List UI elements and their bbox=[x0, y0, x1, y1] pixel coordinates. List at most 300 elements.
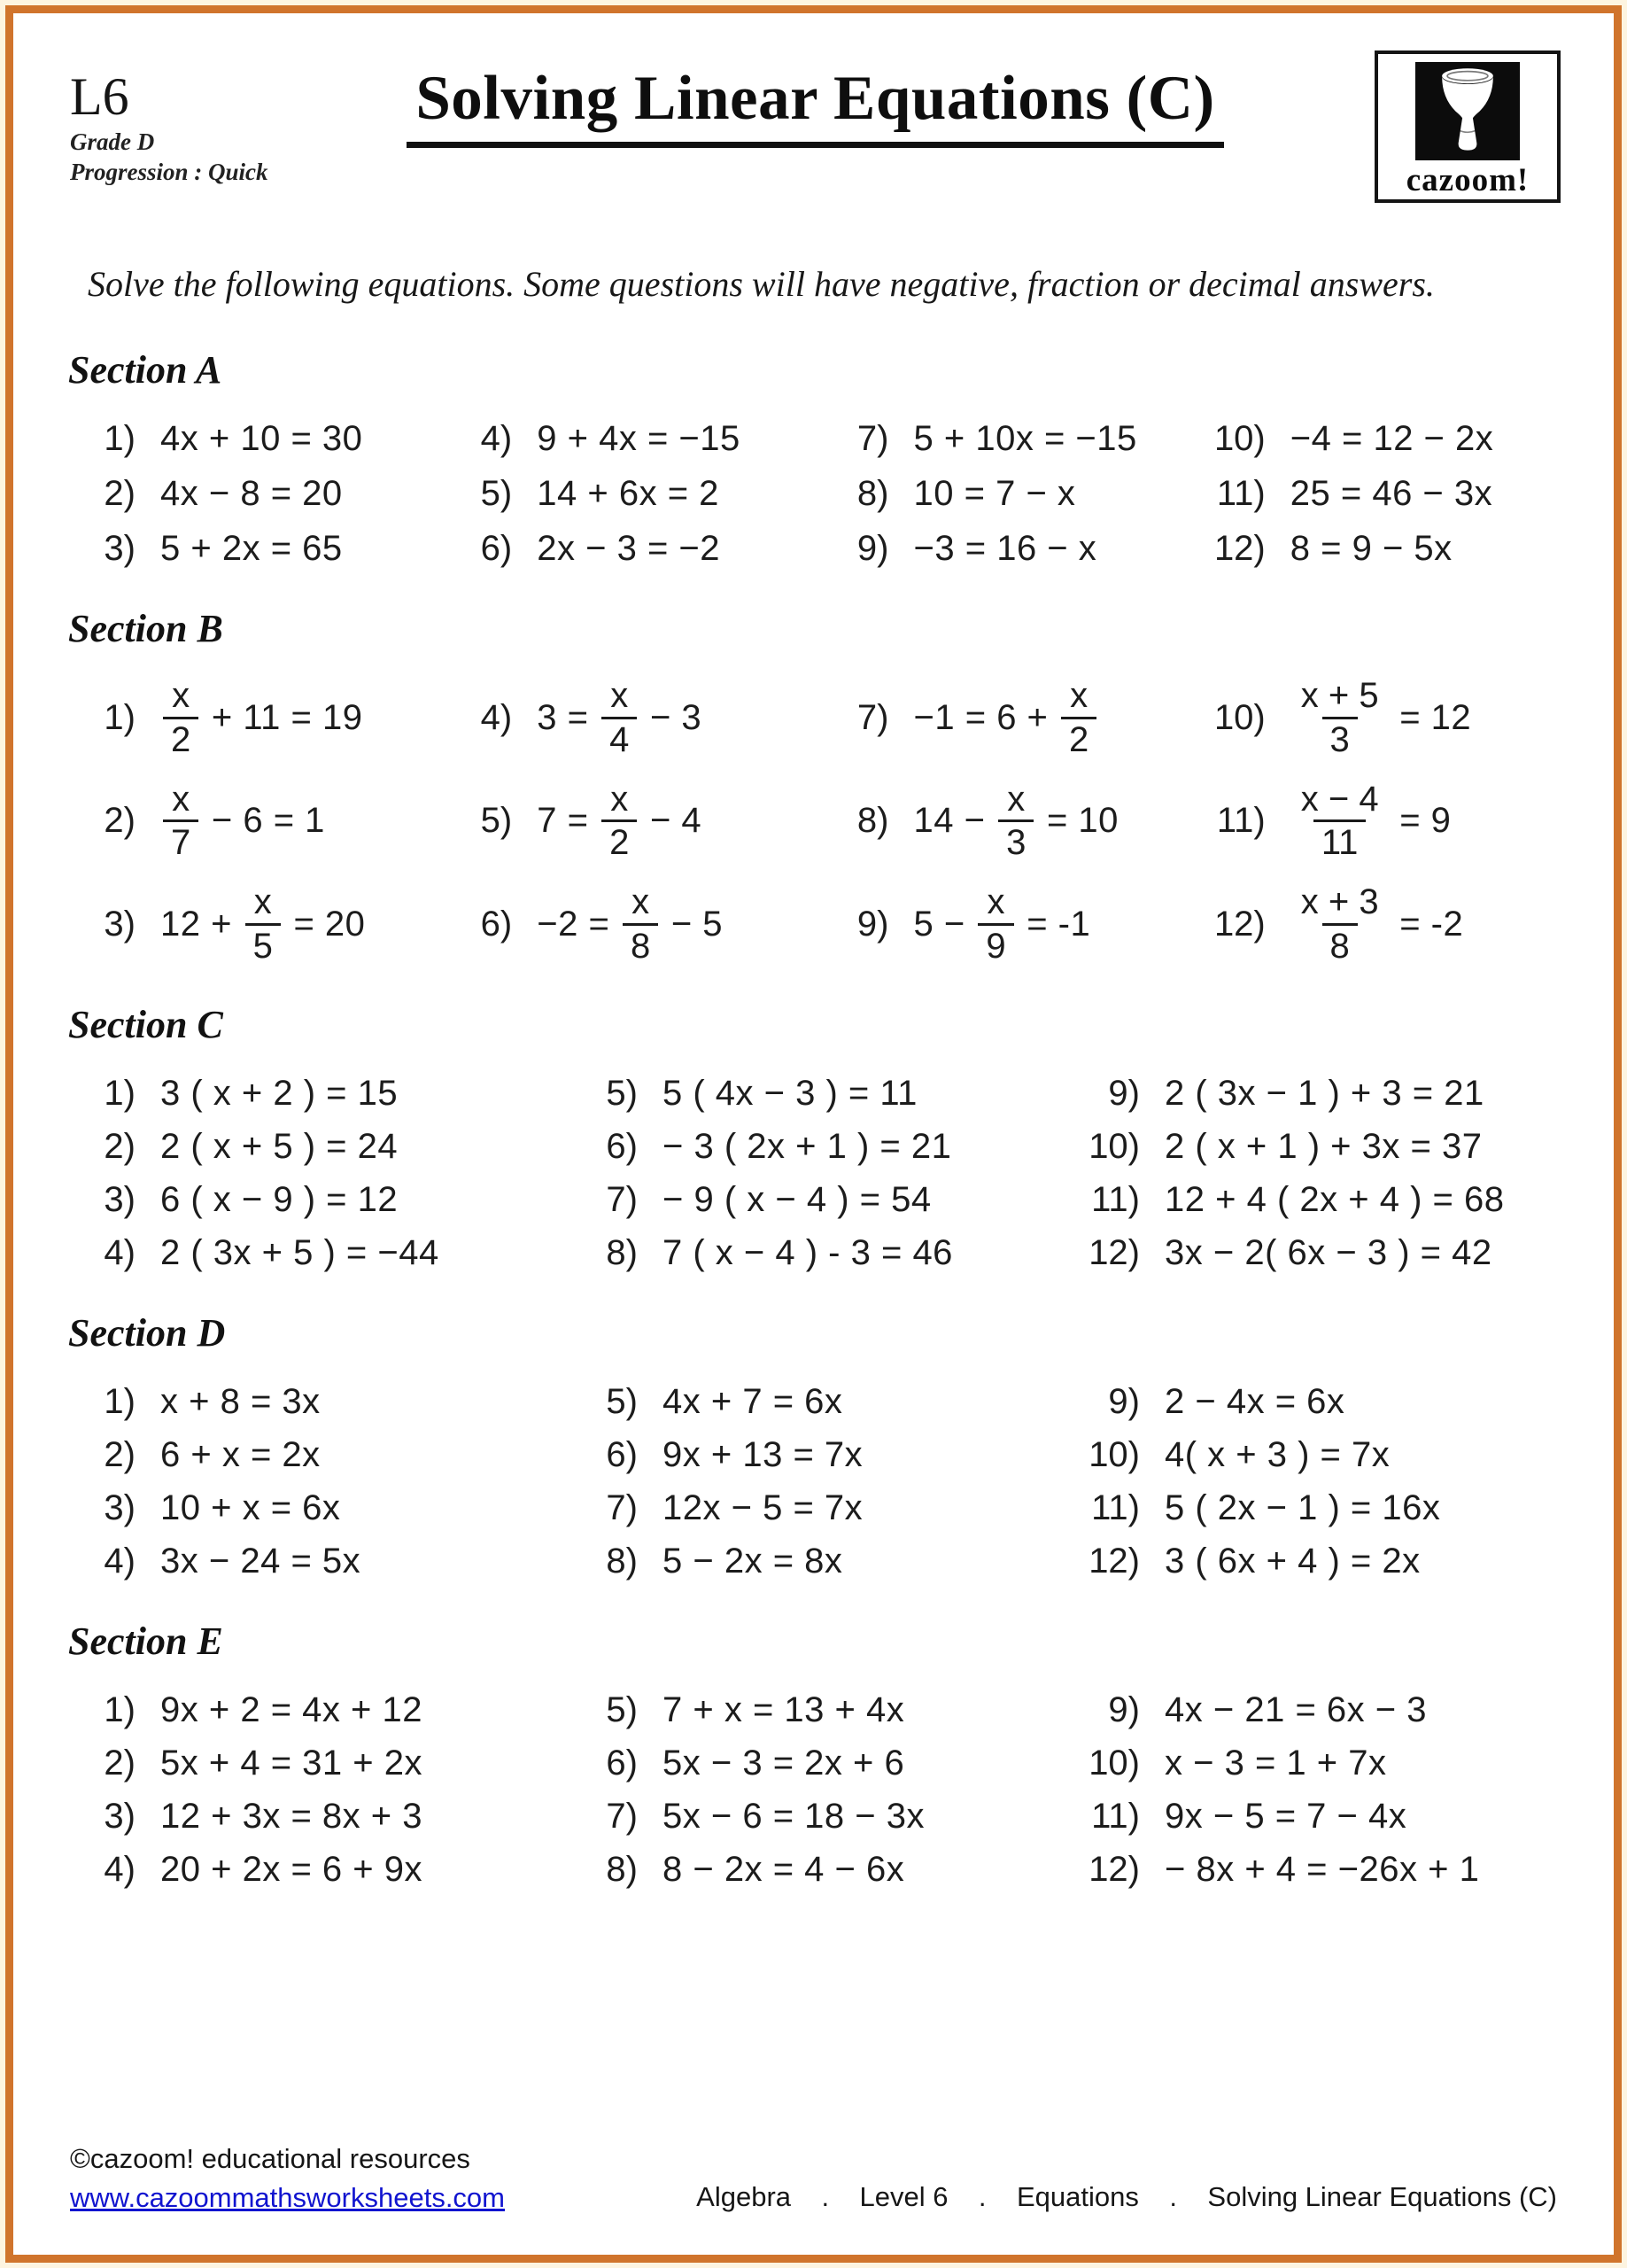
question bbox=[72, 1488, 558, 1528]
question-number: 8) bbox=[606, 1849, 638, 1889]
equation bbox=[914, 419, 1137, 459]
brand-name: cazoom! bbox=[1406, 162, 1530, 198]
question-number: 7) bbox=[606, 1487, 638, 1527]
fraction-denominator: 11 bbox=[1313, 819, 1367, 861]
question-number: 12) bbox=[1089, 1849, 1140, 1889]
fraction-numerator: x + 5 bbox=[1300, 676, 1379, 715]
equation bbox=[662, 1074, 918, 1114]
equation bbox=[160, 1850, 422, 1890]
question-number: 12) bbox=[1213, 904, 1266, 944]
question bbox=[574, 1850, 1060, 1890]
equation bbox=[914, 884, 1091, 965]
equation-text: = 9 bbox=[1389, 801, 1452, 841]
equation bbox=[1165, 1850, 1479, 1890]
question-number: 6) bbox=[480, 529, 513, 568]
fraction bbox=[978, 884, 1013, 965]
equation bbox=[1165, 1797, 1406, 1837]
progression-label: Progression : Quick bbox=[70, 158, 268, 185]
question bbox=[448, 529, 809, 569]
question bbox=[825, 884, 1186, 965]
equation-text: 3 = bbox=[537, 697, 600, 737]
equation bbox=[914, 678, 1100, 758]
fraction bbox=[163, 678, 198, 758]
question-number: 12) bbox=[1089, 1232, 1140, 1272]
equation bbox=[1290, 678, 1471, 758]
question-number: 7) bbox=[606, 1179, 638, 1219]
equation bbox=[537, 781, 701, 862]
equation-text: 6 + x = 2x bbox=[160, 1434, 321, 1474]
question bbox=[72, 1233, 558, 1273]
fraction-denominator: 3 bbox=[1322, 717, 1358, 758]
question bbox=[448, 884, 809, 965]
equation-text: − 5 bbox=[661, 904, 724, 944]
equation-text: 7 = bbox=[537, 801, 600, 841]
question-number: 1) bbox=[104, 1381, 136, 1421]
section-title: Section C bbox=[68, 1002, 223, 1046]
section-title: Section A bbox=[68, 348, 222, 392]
equation-text: −2 = bbox=[537, 904, 620, 944]
fraction bbox=[601, 678, 637, 758]
equation-text: 12 + bbox=[160, 904, 243, 944]
equation-text: 12 + 3x = 8x + 3 bbox=[160, 1796, 422, 1836]
worksheet-page bbox=[5, 5, 1622, 2263]
footer-left bbox=[70, 2143, 505, 2214]
fraction-numerator: x bbox=[1007, 779, 1026, 819]
question-number: 2) bbox=[104, 801, 136, 841]
equation bbox=[1165, 1435, 1390, 1475]
section-grid bbox=[72, 678, 1562, 965]
equation bbox=[537, 474, 719, 514]
equation bbox=[160, 529, 343, 569]
question bbox=[448, 678, 809, 758]
equation-text: 8 − 2x = 4 − 6x bbox=[662, 1849, 905, 1889]
equation-text: 14 + 6x = 2 bbox=[537, 474, 719, 513]
fraction bbox=[1061, 678, 1096, 758]
equation bbox=[160, 1233, 439, 1273]
fraction-numerator: x bbox=[631, 882, 650, 922]
equation-text: 2x − 3 = −2 bbox=[537, 529, 721, 568]
question bbox=[72, 529, 432, 569]
equation-text: − 4 bbox=[639, 801, 702, 841]
equation bbox=[662, 1744, 904, 1783]
question bbox=[72, 1435, 558, 1475]
section-title: Section D bbox=[68, 1310, 226, 1355]
equation-text: 9x − 5 = 7 − 4x bbox=[1165, 1796, 1407, 1836]
fraction bbox=[623, 884, 658, 965]
question-number: 12) bbox=[1089, 1541, 1140, 1581]
question-number: 9) bbox=[1108, 1073, 1140, 1113]
equation-text: 5 − 2x = 8x bbox=[662, 1541, 843, 1581]
equation-text: = 10 bbox=[1036, 801, 1119, 841]
fraction-numerator: x bbox=[253, 882, 272, 922]
equation bbox=[537, 678, 701, 758]
question-number: 5) bbox=[606, 1381, 638, 1421]
question-number: 8) bbox=[856, 474, 889, 513]
equation bbox=[662, 1690, 904, 1730]
equation-text: − 6 = 1 bbox=[201, 801, 325, 841]
equation bbox=[160, 1488, 340, 1528]
equation bbox=[160, 1127, 398, 1167]
fraction-numerator: x bbox=[987, 882, 1005, 922]
equation bbox=[1165, 1233, 1492, 1273]
equation-text: = -2 bbox=[1389, 904, 1464, 944]
equation bbox=[160, 1744, 422, 1783]
equation bbox=[662, 1542, 842, 1581]
question bbox=[72, 1690, 558, 1730]
equation-text: x − 3 = 1 + 7x bbox=[1165, 1743, 1387, 1783]
equation bbox=[662, 1127, 951, 1167]
question-number: 2) bbox=[104, 474, 136, 513]
question-number: 4) bbox=[480, 419, 513, 458]
equation-text: 8 = 9 − 5x bbox=[1290, 529, 1453, 568]
equation-text: 5 ( 2x − 1 ) = 16x bbox=[1165, 1487, 1441, 1527]
equation bbox=[1165, 1074, 1484, 1114]
question bbox=[72, 1127, 558, 1167]
equation bbox=[160, 1180, 398, 1220]
equation bbox=[1290, 884, 1464, 965]
fraction bbox=[1293, 781, 1387, 862]
question bbox=[574, 1180, 1060, 1220]
equation-text: − 3 bbox=[639, 697, 702, 737]
breadcrumb: Algebra . Level 6 . Equations . Solving Linear Equations (C) bbox=[696, 2181, 1557, 2212]
equation-text: −1 = 6 + bbox=[913, 697, 1059, 737]
fraction-denominator: 3 bbox=[998, 819, 1034, 861]
question-number: 11) bbox=[1216, 801, 1266, 841]
section-grid bbox=[72, 419, 1562, 569]
cazoom-logo bbox=[1375, 50, 1561, 203]
equation-text: = 20 bbox=[283, 904, 366, 944]
equation bbox=[160, 1690, 422, 1730]
equation bbox=[160, 474, 343, 514]
question-number: 6) bbox=[606, 1126, 638, 1166]
question-number: 1) bbox=[104, 1689, 136, 1729]
section bbox=[68, 347, 1562, 569]
question-number: 11) bbox=[1091, 1487, 1140, 1527]
equation bbox=[914, 474, 1076, 514]
question-number: 3) bbox=[104, 904, 136, 944]
question-number: 9) bbox=[856, 529, 889, 568]
equation-text: 5 ( 4x − 3 ) = 11 bbox=[662, 1073, 918, 1113]
fraction bbox=[163, 781, 198, 862]
fraction-numerator: x bbox=[610, 779, 629, 819]
level-meta bbox=[70, 66, 268, 188]
equation bbox=[1165, 1744, 1387, 1783]
question bbox=[1076, 1180, 1562, 1220]
fraction-denominator: 8 bbox=[1322, 923, 1358, 965]
fraction-denominator: 9 bbox=[978, 923, 1013, 965]
fraction bbox=[998, 781, 1034, 862]
question bbox=[72, 474, 432, 514]
equation bbox=[662, 1435, 863, 1475]
question-number: 11) bbox=[1091, 1796, 1140, 1836]
equation-text: 4x + 10 = 30 bbox=[160, 419, 363, 458]
question-number: 1) bbox=[104, 697, 136, 737]
question bbox=[1076, 1488, 1562, 1528]
equation-text: 3 ( x + 2 ) = 15 bbox=[160, 1073, 399, 1113]
sections bbox=[68, 310, 1562, 1890]
equation bbox=[914, 529, 1097, 569]
equation bbox=[1165, 1382, 1344, 1422]
question bbox=[448, 474, 809, 514]
fraction-denominator: 8 bbox=[623, 923, 658, 965]
question-number: 6) bbox=[480, 904, 513, 944]
question bbox=[1076, 1542, 1562, 1581]
equation-text: 7 + x = 13 + 4x bbox=[662, 1689, 905, 1729]
equation bbox=[662, 1382, 842, 1422]
question-number: 10) bbox=[1213, 419, 1266, 458]
question bbox=[574, 1435, 1060, 1475]
question bbox=[1202, 529, 1562, 569]
question bbox=[825, 474, 1186, 514]
website-link[interactable]: www.cazoommathsworksheets.com bbox=[70, 2182, 505, 2213]
equation bbox=[662, 1488, 863, 1528]
instruction-text: Solve the following equations. Some questions will have negative, fraction or decimal answers. bbox=[88, 264, 1435, 304]
question-number: 3) bbox=[104, 1796, 136, 1836]
equation bbox=[1290, 419, 1494, 459]
equation-text: 9x + 2 = 4x + 12 bbox=[160, 1689, 422, 1729]
question bbox=[1076, 1744, 1562, 1783]
equation bbox=[662, 1797, 925, 1837]
equation bbox=[662, 1233, 953, 1273]
question-number: 8) bbox=[606, 1232, 638, 1272]
section bbox=[68, 1310, 1562, 1581]
equation-text: 9 + 4x = −15 bbox=[537, 419, 740, 458]
question bbox=[1076, 1074, 1562, 1114]
header bbox=[68, 43, 1562, 231]
fraction-denominator: 2 bbox=[163, 717, 198, 758]
footer bbox=[68, 2117, 1562, 2214]
equation-text: 5 − bbox=[913, 904, 976, 944]
equation-text: 2 − 4x = 6x bbox=[1165, 1381, 1345, 1421]
question-number: 11) bbox=[1091, 1179, 1140, 1219]
equation-text: 2 ( 3x + 5 ) = −44 bbox=[160, 1232, 439, 1272]
question-number: 10) bbox=[1213, 697, 1266, 737]
equation-text: 4x − 8 = 20 bbox=[160, 474, 343, 513]
equation-text: 5 + 10x = −15 bbox=[913, 419, 1137, 458]
fraction bbox=[1293, 884, 1387, 965]
equation bbox=[1290, 474, 1492, 514]
question-number: 2) bbox=[104, 1126, 136, 1166]
question bbox=[1202, 474, 1562, 514]
equation-text: 10 = 7 − x bbox=[913, 474, 1076, 513]
question-number: 1) bbox=[104, 1073, 136, 1113]
equation-text: − 9 ( x − 4 ) = 54 bbox=[662, 1179, 932, 1219]
fraction bbox=[601, 781, 637, 862]
equation-text: 4x + 7 = 6x bbox=[662, 1381, 843, 1421]
fraction-denominator: 7 bbox=[163, 819, 198, 861]
question bbox=[1202, 678, 1562, 758]
equation bbox=[160, 678, 362, 758]
equation-text: 5x − 6 = 18 − 3x bbox=[662, 1796, 925, 1836]
equation-text: x + 8 = 3x bbox=[160, 1381, 321, 1421]
question-number: 9) bbox=[1108, 1689, 1140, 1729]
question bbox=[1202, 884, 1562, 965]
question-number: 5) bbox=[606, 1073, 638, 1113]
question bbox=[574, 1690, 1060, 1730]
equation bbox=[914, 781, 1119, 862]
equation-text: 14 − bbox=[913, 801, 996, 841]
page-title: Solving Linear Equations (C) bbox=[407, 63, 1223, 148]
question bbox=[1076, 1435, 1562, 1475]
grade-label: Grade D bbox=[70, 128, 155, 155]
equation-text: 2 ( x + 5 ) = 24 bbox=[160, 1126, 399, 1166]
fraction bbox=[245, 884, 281, 965]
equation bbox=[537, 419, 740, 459]
equation-text: 12 + 4 ( 2x + 4 ) = 68 bbox=[1165, 1179, 1505, 1219]
question-number: 2) bbox=[104, 1743, 136, 1783]
question bbox=[72, 884, 432, 965]
question-number: 5) bbox=[480, 474, 513, 513]
equation bbox=[160, 419, 362, 459]
fraction-numerator: x − 4 bbox=[1300, 779, 1379, 819]
question bbox=[1076, 1127, 1562, 1167]
question-number: 7) bbox=[606, 1796, 638, 1836]
question bbox=[574, 1744, 1060, 1783]
fraction-numerator: x + 3 bbox=[1300, 882, 1379, 922]
question bbox=[448, 781, 809, 862]
equation-text: 3 ( 6x + 4 ) = 2x bbox=[1165, 1541, 1421, 1581]
question-number: 2) bbox=[104, 1434, 136, 1474]
question-number: 3) bbox=[104, 1487, 136, 1527]
equation-text: 2 ( x + 1 ) + 3x = 37 bbox=[1165, 1126, 1483, 1166]
section bbox=[68, 1002, 1562, 1273]
question-number: 4) bbox=[104, 1232, 136, 1272]
equation-text: 7 ( x − 4 ) - 3 = 46 bbox=[662, 1232, 953, 1272]
equation bbox=[1165, 1488, 1440, 1528]
equation bbox=[1290, 529, 1453, 569]
equation bbox=[160, 1074, 398, 1114]
equation-text: 3x − 2( 6x − 3 ) = 42 bbox=[1165, 1232, 1492, 1272]
equation bbox=[662, 1850, 904, 1890]
question bbox=[448, 419, 809, 459]
djembe-drum-icon bbox=[1415, 62, 1520, 160]
question bbox=[825, 419, 1186, 459]
equation-text: 12x − 5 = 7x bbox=[662, 1487, 864, 1527]
question bbox=[574, 1074, 1060, 1114]
question bbox=[72, 419, 432, 459]
equation-text: 25 = 46 − 3x bbox=[1290, 474, 1493, 513]
question-number: 8) bbox=[606, 1541, 638, 1581]
question-number: 3) bbox=[104, 529, 136, 568]
fraction-denominator: 5 bbox=[245, 923, 281, 965]
question bbox=[825, 781, 1186, 862]
question bbox=[72, 678, 432, 758]
equation-text: 2 ( 3x − 1 ) + 3 = 21 bbox=[1165, 1073, 1484, 1113]
fraction-numerator: x bbox=[172, 779, 190, 819]
question bbox=[72, 1797, 558, 1837]
equation bbox=[662, 1180, 932, 1220]
question-number: 11) bbox=[1216, 474, 1266, 513]
question bbox=[72, 781, 432, 862]
equation-text: 4( x + 3 ) = 7x bbox=[1165, 1434, 1391, 1474]
question-number: 10) bbox=[1089, 1126, 1140, 1166]
question-number: 9) bbox=[856, 904, 889, 944]
fraction-numerator: x bbox=[610, 676, 629, 715]
equation-text: = -1 bbox=[1016, 904, 1091, 944]
equation-text: 5x + 4 = 31 + 2x bbox=[160, 1743, 422, 1783]
equation-text: 9x + 13 = 7x bbox=[662, 1434, 864, 1474]
equation bbox=[160, 1382, 321, 1422]
equation-text: 6 ( x − 9 ) = 12 bbox=[160, 1179, 399, 1219]
fraction-numerator: x bbox=[1070, 676, 1089, 715]
question bbox=[1202, 781, 1562, 862]
question-number: 9) bbox=[1108, 1381, 1140, 1421]
question-number: 5) bbox=[480, 801, 513, 841]
question bbox=[574, 1382, 1060, 1422]
fraction-numerator: x bbox=[172, 676, 190, 715]
copyright-text: ©cazoom! educational resources bbox=[70, 2143, 470, 2174]
question bbox=[574, 1488, 1060, 1528]
fraction-denominator: 4 bbox=[601, 717, 637, 758]
question bbox=[1076, 1797, 1562, 1837]
question bbox=[1076, 1690, 1562, 1730]
equation-text: 10 + x = 6x bbox=[160, 1487, 341, 1527]
fraction bbox=[1293, 678, 1387, 758]
question bbox=[1076, 1382, 1562, 1422]
question-number: 7) bbox=[856, 697, 889, 737]
equation-text: 20 + 2x = 6 + 9x bbox=[160, 1849, 422, 1889]
question bbox=[72, 1382, 558, 1422]
equation-text: = 12 bbox=[1389, 697, 1472, 737]
question-number: 4) bbox=[104, 1849, 136, 1889]
equation bbox=[160, 781, 325, 862]
equation-text: −3 = 16 − x bbox=[913, 529, 1097, 568]
question bbox=[574, 1233, 1060, 1273]
question bbox=[1202, 419, 1562, 459]
question bbox=[574, 1127, 1060, 1167]
question-number: 4) bbox=[480, 697, 513, 737]
question bbox=[72, 1074, 558, 1114]
section-grid bbox=[72, 1074, 1562, 1273]
question bbox=[72, 1744, 558, 1783]
equation bbox=[160, 1435, 321, 1475]
equation bbox=[537, 529, 720, 569]
question bbox=[825, 678, 1186, 758]
question-number: 4) bbox=[104, 1541, 136, 1581]
section bbox=[68, 1619, 1562, 1890]
equation-text: − 8x + 4 = −26x + 1 bbox=[1165, 1849, 1480, 1889]
level-code: L6 bbox=[70, 67, 129, 126]
question bbox=[72, 1850, 558, 1890]
equation bbox=[160, 884, 365, 965]
equation-text: 5 + 2x = 65 bbox=[160, 529, 343, 568]
question-number: 7) bbox=[856, 419, 889, 458]
question bbox=[825, 529, 1186, 569]
equation-text: + 11 = 19 bbox=[201, 697, 363, 737]
equation bbox=[537, 884, 723, 965]
equation-text: 4x − 21 = 6x − 3 bbox=[1165, 1689, 1427, 1729]
question bbox=[574, 1542, 1060, 1581]
question-number: 6) bbox=[606, 1743, 638, 1783]
question bbox=[574, 1797, 1060, 1837]
fraction-denominator: 2 bbox=[601, 819, 637, 861]
equation-text: −4 = 12 − 2x bbox=[1290, 419, 1494, 458]
section-grid bbox=[72, 1382, 1562, 1581]
section-title: Section E bbox=[68, 1619, 223, 1663]
equation bbox=[1165, 1542, 1421, 1581]
equation-text: − 3 ( 2x + 1 ) = 21 bbox=[662, 1126, 952, 1166]
question-number: 10) bbox=[1089, 1434, 1140, 1474]
question-number: 10) bbox=[1089, 1743, 1140, 1783]
question bbox=[72, 1542, 558, 1581]
question-number: 5) bbox=[606, 1689, 638, 1729]
question bbox=[72, 1180, 558, 1220]
section-grid bbox=[72, 1690, 1562, 1890]
equation bbox=[1290, 781, 1452, 862]
equation bbox=[1165, 1180, 1504, 1220]
equation bbox=[160, 1542, 360, 1581]
fraction-denominator: 2 bbox=[1061, 717, 1096, 758]
